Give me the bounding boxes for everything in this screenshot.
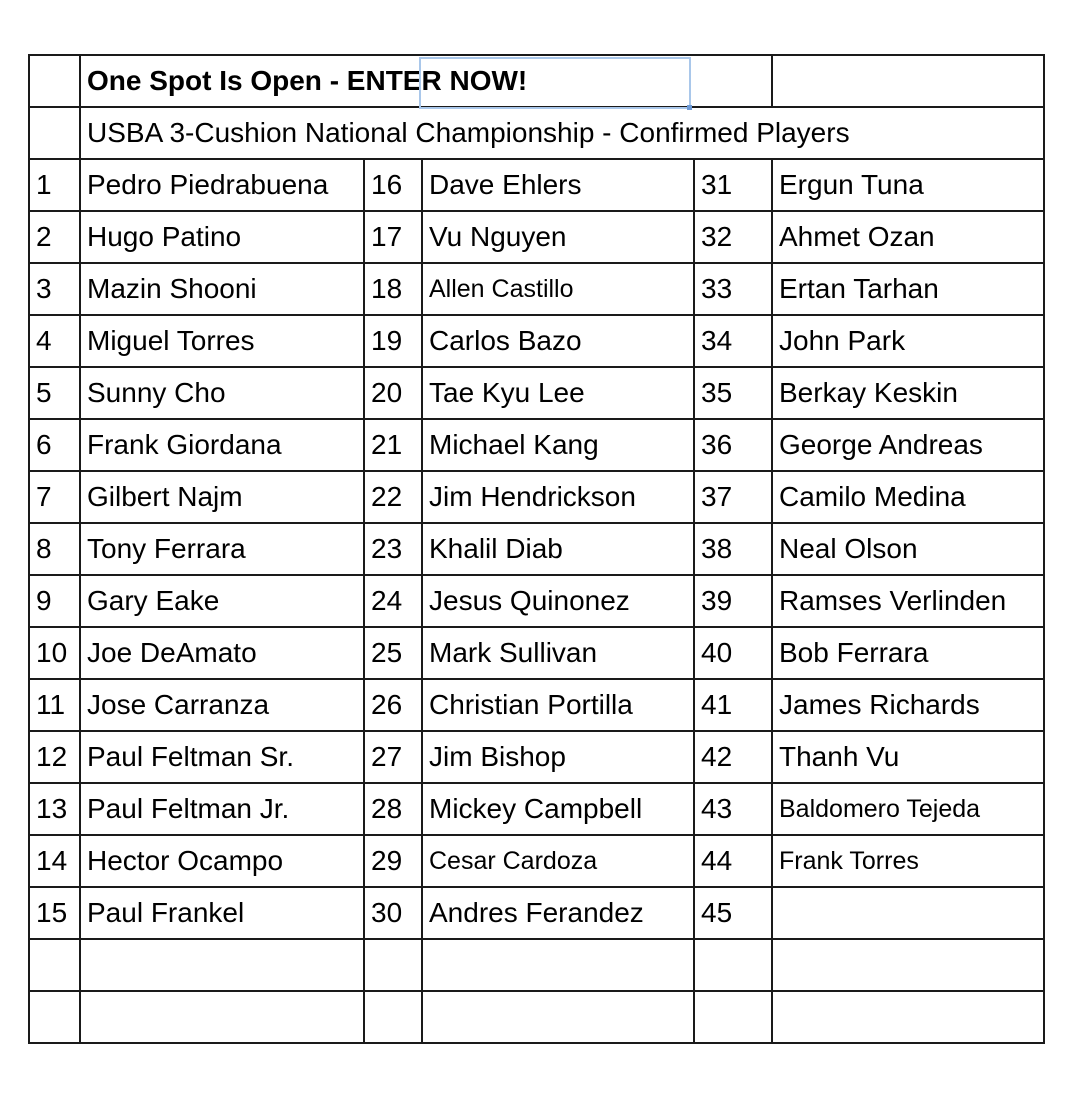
table-row: [29, 367, 1044, 419]
empty-cell[interactable]: [80, 939, 364, 991]
player-name-cell[interactable]: Mark Sullivan: [422, 627, 694, 679]
table-row: [29, 627, 1044, 679]
player-name-cell[interactable]: George Andreas: [772, 419, 1044, 471]
seed-number-cell[interactable]: 28: [364, 783, 422, 835]
seed-number-cell[interactable]: 37: [694, 471, 772, 523]
table-row: [29, 523, 1044, 575]
player-name-cell[interactable]: Hector Ocampo: [80, 835, 364, 887]
empty-cell[interactable]: [422, 939, 694, 991]
empty-row: [29, 939, 1044, 991]
player-name-cell[interactable]: James Richards: [772, 679, 1044, 731]
player-name-cell[interactable]: Sunny Cho: [80, 367, 364, 419]
cell[interactable]: [772, 55, 1044, 107]
player-name-cell[interactable]: Hugo Patino: [80, 211, 364, 263]
seed-number-cell[interactable]: 20: [364, 367, 422, 419]
table-row: [29, 887, 1044, 939]
seed-number-cell[interactable]: 36: [694, 419, 772, 471]
empty-cell[interactable]: [772, 939, 1044, 991]
empty-cell[interactable]: [29, 939, 80, 991]
empty-cell[interactable]: [694, 939, 772, 991]
seed-number-cell[interactable]: 32: [694, 211, 772, 263]
table-row: [29, 159, 1044, 211]
player-name-cell[interactable]: Jim Hendrickson: [422, 471, 694, 523]
seed-number-cell[interactable]: 4: [29, 315, 80, 367]
table-row: [29, 315, 1044, 367]
empty-cell[interactable]: [364, 991, 422, 1043]
subtitle-row: [29, 107, 1044, 159]
cell[interactable]: [29, 55, 80, 107]
seed-number-cell[interactable]: 15: [29, 887, 80, 939]
player-name-cell[interactable]: Ertan Tarhan: [772, 263, 1044, 315]
seed-number-cell[interactable]: 26: [364, 679, 422, 731]
spreadsheet: [28, 54, 1045, 1044]
player-name-cell[interactable]: Khalil Diab: [422, 523, 694, 575]
seed-number-cell[interactable]: 22: [364, 471, 422, 523]
seed-number-cell[interactable]: 8: [29, 523, 80, 575]
seed-number-cell[interactable]: 19: [364, 315, 422, 367]
seed-number-cell[interactable]: 41: [694, 679, 772, 731]
empty-cell[interactable]: [29, 991, 80, 1043]
seed-number-cell[interactable]: 23: [364, 523, 422, 575]
player-name-cell[interactable]: Bob Ferrara: [772, 627, 1044, 679]
player-name-cell[interactable]: Mazin Shooni: [80, 263, 364, 315]
player-name-cell[interactable]: Berkay Keskin: [772, 367, 1044, 419]
table-row: [29, 263, 1044, 315]
seed-number-cell[interactable]: 35: [694, 367, 772, 419]
player-name-cell[interactable]: Ramses Verlinden: [772, 575, 1044, 627]
seed-number-cell[interactable]: 33: [694, 263, 772, 315]
subtitle-cell[interactable]: USBA 3-Cushion National Championship - Confirmed Players: [80, 107, 1044, 159]
seed-number-cell[interactable]: 40: [694, 627, 772, 679]
cell[interactable]: [29, 107, 80, 159]
seed-number-cell[interactable]: 6: [29, 419, 80, 471]
empty-cell[interactable]: [422, 991, 694, 1043]
seed-number-cell[interactable]: 10: [29, 627, 80, 679]
empty-cell[interactable]: [694, 991, 772, 1043]
player-name-cell[interactable]: John Park: [772, 315, 1044, 367]
player-name-cell[interactable]: Baldomero Tejeda: [772, 783, 1044, 835]
player-name-cell[interactable]: Gilbert Najm: [80, 471, 364, 523]
seed-number-cell[interactable]: 17: [364, 211, 422, 263]
player-name-cell[interactable]: Andres Ferandez: [422, 887, 694, 939]
banner-row: [29, 55, 1044, 107]
player-name-cell[interactable]: Ahmet Ozan: [772, 211, 1044, 263]
player-name-cell[interactable]: Vu Nguyen: [422, 211, 694, 263]
seed-number-cell[interactable]: 42: [694, 731, 772, 783]
player-name-cell[interactable]: Frank Torres: [772, 835, 1044, 887]
table-row: [29, 731, 1044, 783]
seed-number-cell[interactable]: 2: [29, 211, 80, 263]
seed-number-cell[interactable]: 45: [694, 887, 772, 939]
player-name-cell[interactable]: Neal Olson: [772, 523, 1044, 575]
player-name-cell[interactable]: Paul Feltman Sr.: [80, 731, 364, 783]
seed-number-cell[interactable]: 21: [364, 419, 422, 471]
banner-cell[interactable]: One Spot Is Open - ENTER NOW!: [80, 55, 772, 107]
player-name-cell[interactable]: Michael Kang: [422, 419, 694, 471]
seed-number-cell[interactable]: 7: [29, 471, 80, 523]
player-name-cell[interactable]: [772, 887, 1044, 939]
player-name-cell[interactable]: Gary Eake: [80, 575, 364, 627]
empty-cell[interactable]: [772, 991, 1044, 1043]
seed-number-cell[interactable]: 18: [364, 263, 422, 315]
player-name-cell[interactable]: Allen Castillo: [422, 263, 694, 315]
player-name-cell[interactable]: Dave Ehlers: [422, 159, 694, 211]
player-name-cell[interactable]: Carlos Bazo: [422, 315, 694, 367]
table-row: [29, 419, 1044, 471]
seed-number-cell[interactable]: 38: [694, 523, 772, 575]
table-row: [29, 835, 1044, 887]
table-row: [29, 211, 1044, 263]
player-name-cell[interactable]: Mickey Campbell: [422, 783, 694, 835]
player-name-cell[interactable]: Christian Portilla: [422, 679, 694, 731]
seed-number-cell[interactable]: 27: [364, 731, 422, 783]
player-name-cell[interactable]: Joe DeAmato: [80, 627, 364, 679]
player-name-cell[interactable]: Frank Giordana: [80, 419, 364, 471]
table-row: [29, 679, 1044, 731]
seed-number-cell[interactable]: 29: [364, 835, 422, 887]
player-name-cell[interactable]: Jose Carranza: [80, 679, 364, 731]
table-row: [29, 575, 1044, 627]
player-name-cell[interactable]: Paul Feltman Jr.: [80, 783, 364, 835]
players-table: [28, 54, 1045, 1044]
empty-row: [29, 991, 1044, 1043]
seed-number-cell[interactable]: 43: [694, 783, 772, 835]
player-name-cell[interactable]: Ergun Tuna: [772, 159, 1044, 211]
player-name-cell[interactable]: Cesar Cardoza: [422, 835, 694, 887]
player-name-cell[interactable]: Tae Kyu Lee: [422, 367, 694, 419]
seed-number-cell[interactable]: 9: [29, 575, 80, 627]
empty-cell[interactable]: [80, 991, 364, 1043]
seed-number-cell[interactable]: 16: [364, 159, 422, 211]
empty-cell[interactable]: [364, 939, 422, 991]
seed-number-cell[interactable]: 11: [29, 679, 80, 731]
player-name-cell[interactable]: Pedro Piedrabuena: [80, 159, 364, 211]
player-name-cell[interactable]: Jesus Quinonez: [422, 575, 694, 627]
seed-number-cell[interactable]: 25: [364, 627, 422, 679]
seed-number-cell[interactable]: 12: [29, 731, 80, 783]
player-name-cell[interactable]: Tony Ferrara: [80, 523, 364, 575]
seed-number-cell[interactable]: 14: [29, 835, 80, 887]
seed-number-cell[interactable]: 34: [694, 315, 772, 367]
player-name-cell[interactable]: Paul Frankel: [80, 887, 364, 939]
seed-number-cell[interactable]: 13: [29, 783, 80, 835]
seed-number-cell[interactable]: 44: [694, 835, 772, 887]
seed-number-cell[interactable]: 31: [694, 159, 772, 211]
seed-number-cell[interactable]: 5: [29, 367, 80, 419]
player-name-cell[interactable]: Jim Bishop: [422, 731, 694, 783]
player-name-cell[interactable]: Miguel Torres: [80, 315, 364, 367]
seed-number-cell[interactable]: 39: [694, 575, 772, 627]
player-name-cell[interactable]: Thanh Vu: [772, 731, 1044, 783]
player-name-cell[interactable]: Camilo Medina: [772, 471, 1044, 523]
seed-number-cell[interactable]: 3: [29, 263, 80, 315]
seed-number-cell[interactable]: 1: [29, 159, 80, 211]
seed-number-cell[interactable]: 24: [364, 575, 422, 627]
table-row: [29, 783, 1044, 835]
seed-number-cell[interactable]: 30: [364, 887, 422, 939]
table-row: [29, 471, 1044, 523]
